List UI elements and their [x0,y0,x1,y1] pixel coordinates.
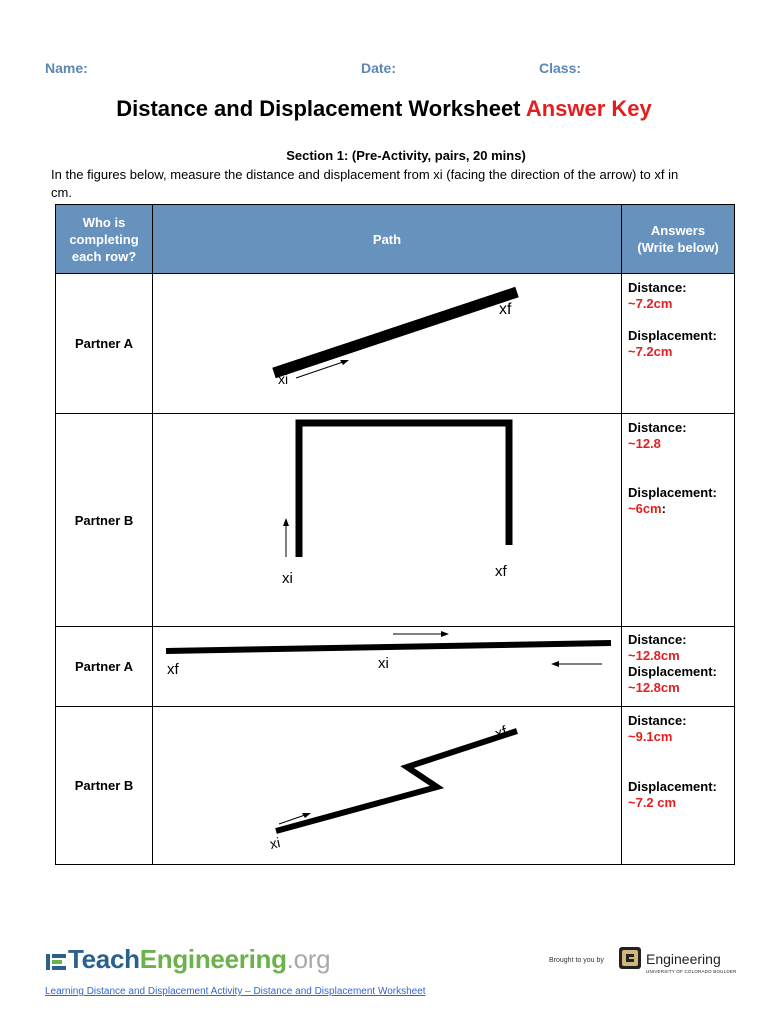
path-svg [153,274,622,414]
xi-label: xi [268,834,282,852]
xf-label: xf [492,723,510,743]
answers-cell [622,627,735,707]
te-logo-icon [46,950,66,970]
instructions: In the figures below, measure the distance and displacement from xi (facing the direction of the arrow) to xf in cm. [51,167,679,200]
displacement-answer-line [628,501,666,516]
path-diagram [153,707,622,865]
partner-engineering: Engineering [646,951,721,967]
arrowhead [283,518,289,526]
row-partner: Partner A [56,627,153,707]
path-line [166,643,611,651]
logo-org: .org [286,944,331,974]
header-answers: Answers (Write below) [622,205,735,274]
title-answer-key: Answer Key [525,96,652,121]
path-svg [153,627,622,707]
table-row [56,414,735,627]
brought-to-you-by: Brought to you by [549,957,604,964]
row-partner: Partner A [56,274,153,414]
header-who: Who is completing each row? [56,205,153,274]
teachengineering-logo [46,944,330,975]
distance-answer: ~12.8cm [628,648,680,663]
table-header-row [56,205,735,274]
name-label: Name: [45,60,88,76]
worksheet-table [55,204,735,865]
xi-label: xi [282,570,293,587]
displacement-label: Displacement: [628,664,717,679]
path-svg [153,707,622,865]
distance-label: Distance: [628,713,687,728]
arrowhead-2 [551,661,559,667]
xf-label: xf [495,563,507,580]
table-row [56,627,735,707]
path-diagram [153,274,622,414]
path-diagram [153,627,622,707]
row-partner: Partner B [56,414,153,627]
displacement-label: Displacement: [628,779,717,794]
logo-engineering: Engineering [139,944,287,974]
path-line [299,423,509,557]
table-row [56,707,735,865]
page-title [0,96,768,122]
path-line [276,731,517,831]
answers-cell [622,707,735,865]
table-row [56,274,735,414]
arrowhead [441,631,449,637]
displacement-answer: ~12.8cm [628,680,680,695]
xi-label: xi [278,371,289,387]
path-line [274,292,517,373]
answers-cell [622,274,735,414]
path-svg [153,414,622,627]
row-partner: Partner B [56,707,153,865]
xf-label: xf [167,661,179,678]
logo-teach: Teach [68,944,140,974]
section-heading: Section 1: (Pre-Activity, pairs, 20 mins) [286,148,526,163]
xi-label: xi [378,655,389,672]
distance-label: Distance: [628,280,687,295]
footer-link[interactable]: Learning Distance and Displacement Activity – Distance and Displacement Worksheet [45,986,426,997]
cu-logo-icon [618,946,642,970]
displacement-label: Displacement: [628,485,717,500]
distance-label: Distance: [628,420,687,435]
displacement-suffix: : [661,501,666,516]
date-label: Date: [361,60,397,76]
xf-label: xf [499,301,512,318]
displacement-answer: ~6cm [628,501,662,516]
distance-answer: ~12.8 [628,436,661,451]
class-label: Class: [539,60,582,76]
title-main: Distance and Displacement Worksheet [116,96,521,121]
distance-label: Distance: [628,632,687,647]
distance-answer: ~7.2cm [628,296,673,311]
displacement-label: Displacement: [628,328,717,343]
path-diagram [153,414,622,627]
partner-university: UNIVERSITY OF COLORADO BOULDER [646,969,737,974]
answers-cell [622,414,735,627]
distance-answer: ~9.1cm [628,729,673,744]
displacement-answer: ~7.2 cm [628,795,677,810]
displacement-answer: ~7.2cm [628,344,673,359]
header-path: Path [153,205,622,274]
